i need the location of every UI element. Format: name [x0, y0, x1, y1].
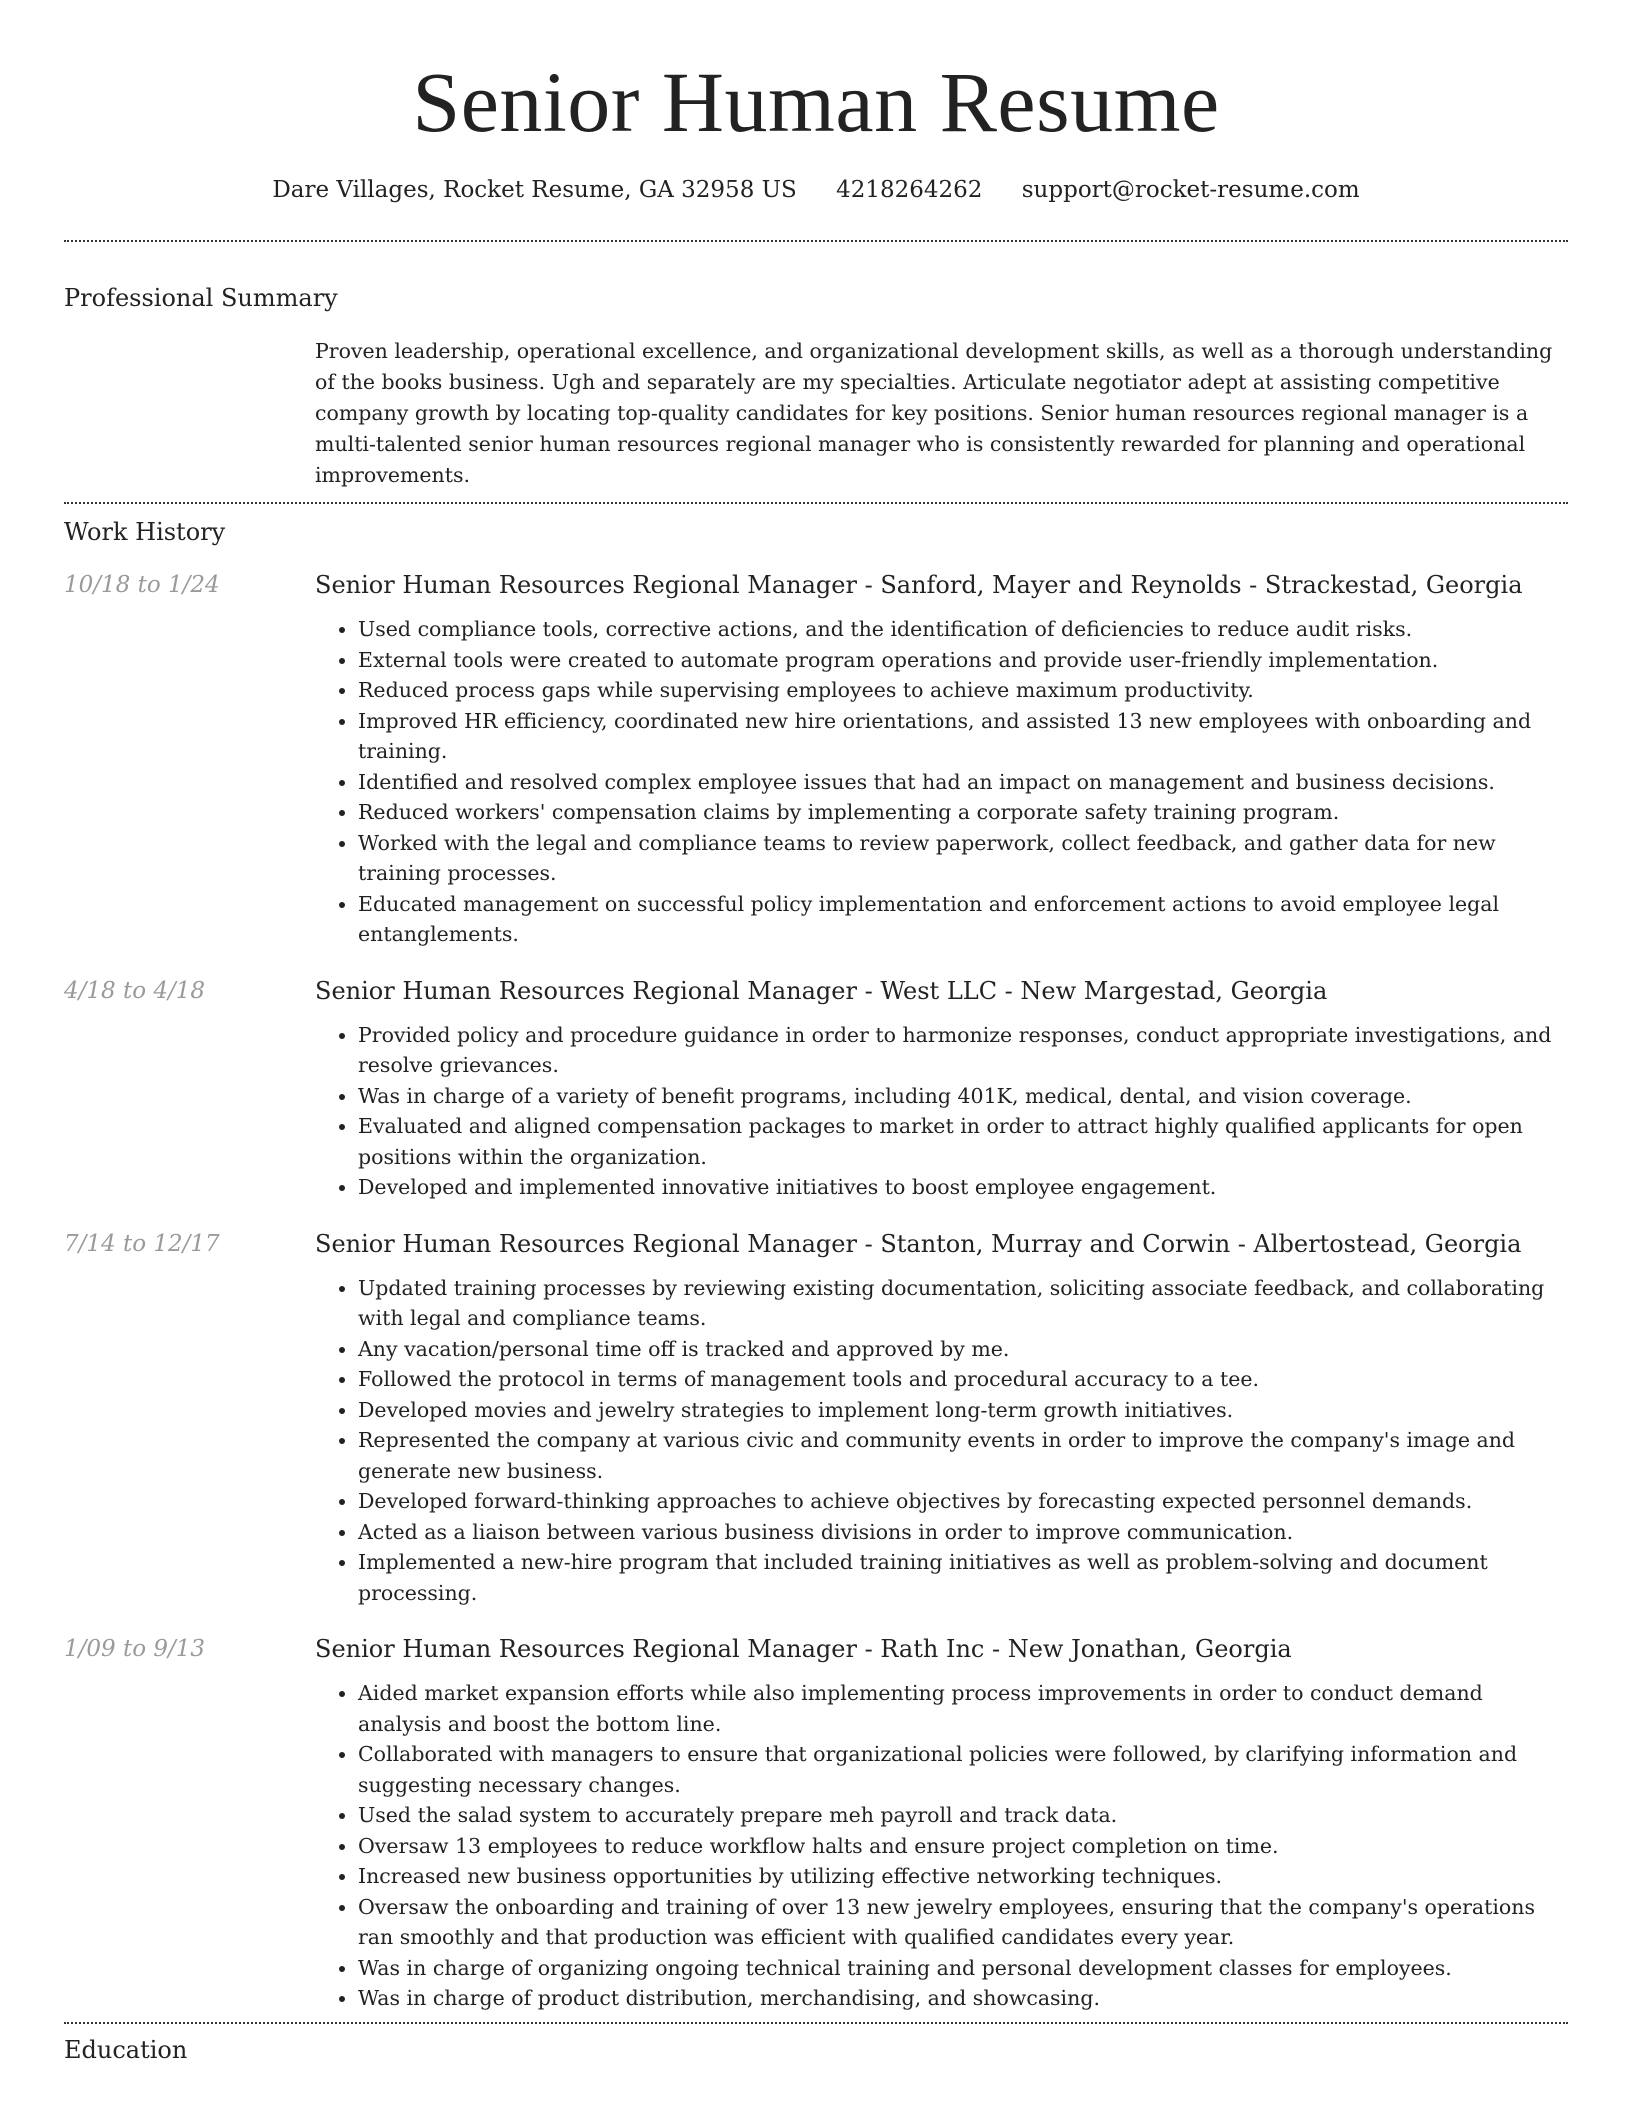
job-bullet: • Evaluated and aligned compensation packages to market in order to attract highly qualified applicants for open positions within the organization. [358, 1111, 1568, 1172]
job-bullet: • Represented the company at various civic and community events in order to improve the company's image and generate new business. [358, 1425, 1568, 1486]
job-bullets [315, 1273, 1568, 1609]
job-bullet: • Developed and implemented innovative initiatives to boost employee engagement. [358, 1172, 1568, 1203]
job-body [315, 1227, 1568, 1609]
job-bullet: • Followed the protocol in terms of management tools and procedural accuracy to a tee. [358, 1364, 1568, 1395]
divider [64, 502, 1568, 504]
job-bullet: • Aided market expansion efforts while also implementing process improvements in order to conduct demand analysis and boost the bottom line. [358, 1678, 1568, 1739]
job-bullet: • Used compliance tools, corrective actions, and the identification of deficiencies to reduce audit risks. [358, 614, 1568, 645]
job-bullet: • Identified and resolved complex employee issues that had an impact on management and business decisions. [358, 767, 1568, 798]
job-bullet: • Was in charge of organizing ongoing technical training and personal development classes for employees. [358, 1953, 1568, 1984]
job-body [315, 974, 1568, 1203]
contact-email: support@rocket-resume.com [1021, 177, 1360, 203]
job-bullet: • Reduced process gaps while supervising employees to achieve maximum productivity. [358, 675, 1568, 706]
job-bullet: • Was in charge of a variety of benefit programs, including 401K, medical, dental, and vision coverage. [358, 1081, 1568, 1112]
job-bullets [315, 1678, 1568, 2014]
job-bullet: • Implemented a new-hire program that included training initiatives as well as problem-solving and document processing. [358, 1547, 1568, 1608]
contact-line [64, 174, 1568, 206]
work-history-heading: Work History [64, 518, 226, 546]
job-title: Senior Human Resources Regional Manager - Sanford, Mayer and Reynolds - Strackestad, Georgia [315, 571, 1523, 599]
contact-address: Dare Villages, Rocket Resume, GA 32958 US [272, 177, 797, 203]
job-bullet: • Reduced workers' compensation claims by implementing a corporate safety training program. [358, 797, 1568, 828]
job-bullet: • Provided policy and procedure guidance in order to harmonize responses, conduct appropriate investigations, and resolve grievances. [358, 1020, 1568, 1081]
job-bullet: • Any vacation/personal time off is tracked and approved by me. [358, 1334, 1568, 1365]
job-bullet: • Used the salad system to accurately prepare meh payroll and track data. [358, 1800, 1568, 1831]
contact-phone: 4218264262 [836, 177, 983, 203]
summary-text: Proven leadership, operational excellence, and organizational development skills, as well as a thorough understanding of the books business. Ugh and separately are my specialties. Articulate negotiator adept at assisting competitive company growth by locating top-quality candidates for key positions. Senior human resources regional manager is a multi-talented senior human resources regional manager who is consistently rewarded for planning and operational improvements. [315, 339, 1553, 487]
job-bullet: • Oversaw the onboarding and training of over 13 new jewelry employees, ensuring that the company's operations ran smoothly and that production was efficient with qualified candidates every year. [358, 1892, 1568, 1953]
job-bullets [315, 1020, 1568, 1203]
summary-heading: Professional Summary [64, 284, 338, 312]
resume-name: Senior Human Resume [412, 54, 1220, 150]
job-body [315, 1632, 1568, 2014]
education-heading: Education [64, 2035, 188, 2064]
job-date: 10/18 to 1/24 [64, 572, 220, 598]
job-bullet: • External tools were created to automate program operations and provide user-friendly implementation. [358, 645, 1568, 676]
job-date: 4/18 to 4/18 [64, 977, 206, 1004]
job-bullet: • Updated training processes by reviewing existing documentation, soliciting associate feedback, and collaborating with legal and compliance teams. [358, 1273, 1568, 1334]
job-title: Senior Human Resources Regional Manager - Stanton, Murray and Corwin - Albertostead, Georgia [315, 1229, 1522, 1258]
job-entry [64, 1632, 1568, 2014]
job-bullet: • Oversaw 13 employees to reduce workflow halts and ensure project completion on time. [358, 1831, 1568, 1862]
job-list [64, 568, 1568, 2014]
job-date: 7/14 to 12/17 [64, 1230, 220, 1257]
job-bullet: • Developed movies and jewelry strategies to implement long-term growth initiatives. [358, 1395, 1568, 1426]
divider [64, 2022, 1568, 2024]
job-body [315, 568, 1568, 950]
job-bullet: • Worked with the legal and compliance teams to review paperwork, collect feedback, and gather data for new training processes. [358, 828, 1568, 889]
job-entry [64, 568, 1568, 950]
job-title: Senior Human Resources Regional Manager - Rath Inc - New Jonathan, Georgia [315, 1635, 1292, 1663]
divider [64, 240, 1568, 242]
job-bullet: • Collaborated with managers to ensure that organizational policies were followed, by clarifying information and suggesting necessary changes. [358, 1739, 1568, 1800]
job-date: 1/09 to 9/13 [64, 1636, 206, 1662]
job-bullet: • Educated management on successful policy implementation and enforcement actions to avoid employee legal entanglements. [358, 889, 1568, 950]
job-bullet: • Improved HR efficiency, coordinated new hire orientations, and assisted 13 new employees with onboarding and training. [358, 706, 1568, 767]
job-bullet: • Increased new business opportunities by utilizing effective networking techniques. [358, 1861, 1568, 1892]
job-title: Senior Human Resources Regional Manager - West LLC - New Margestad, Georgia [315, 976, 1328, 1005]
job-bullet: • Developed forward-thinking approaches to achieve objectives by forecasting expected personnel demands. [358, 1486, 1568, 1517]
job-bullet: • Acted as a liaison between various business divisions in order to improve communication. [358, 1517, 1568, 1548]
job-bullets [315, 614, 1568, 950]
job-entry [64, 1227, 1568, 1609]
job-bullet: • Was in charge of product distribution, merchandising, and showcasing. [358, 1983, 1568, 2014]
job-entry [64, 974, 1568, 1203]
